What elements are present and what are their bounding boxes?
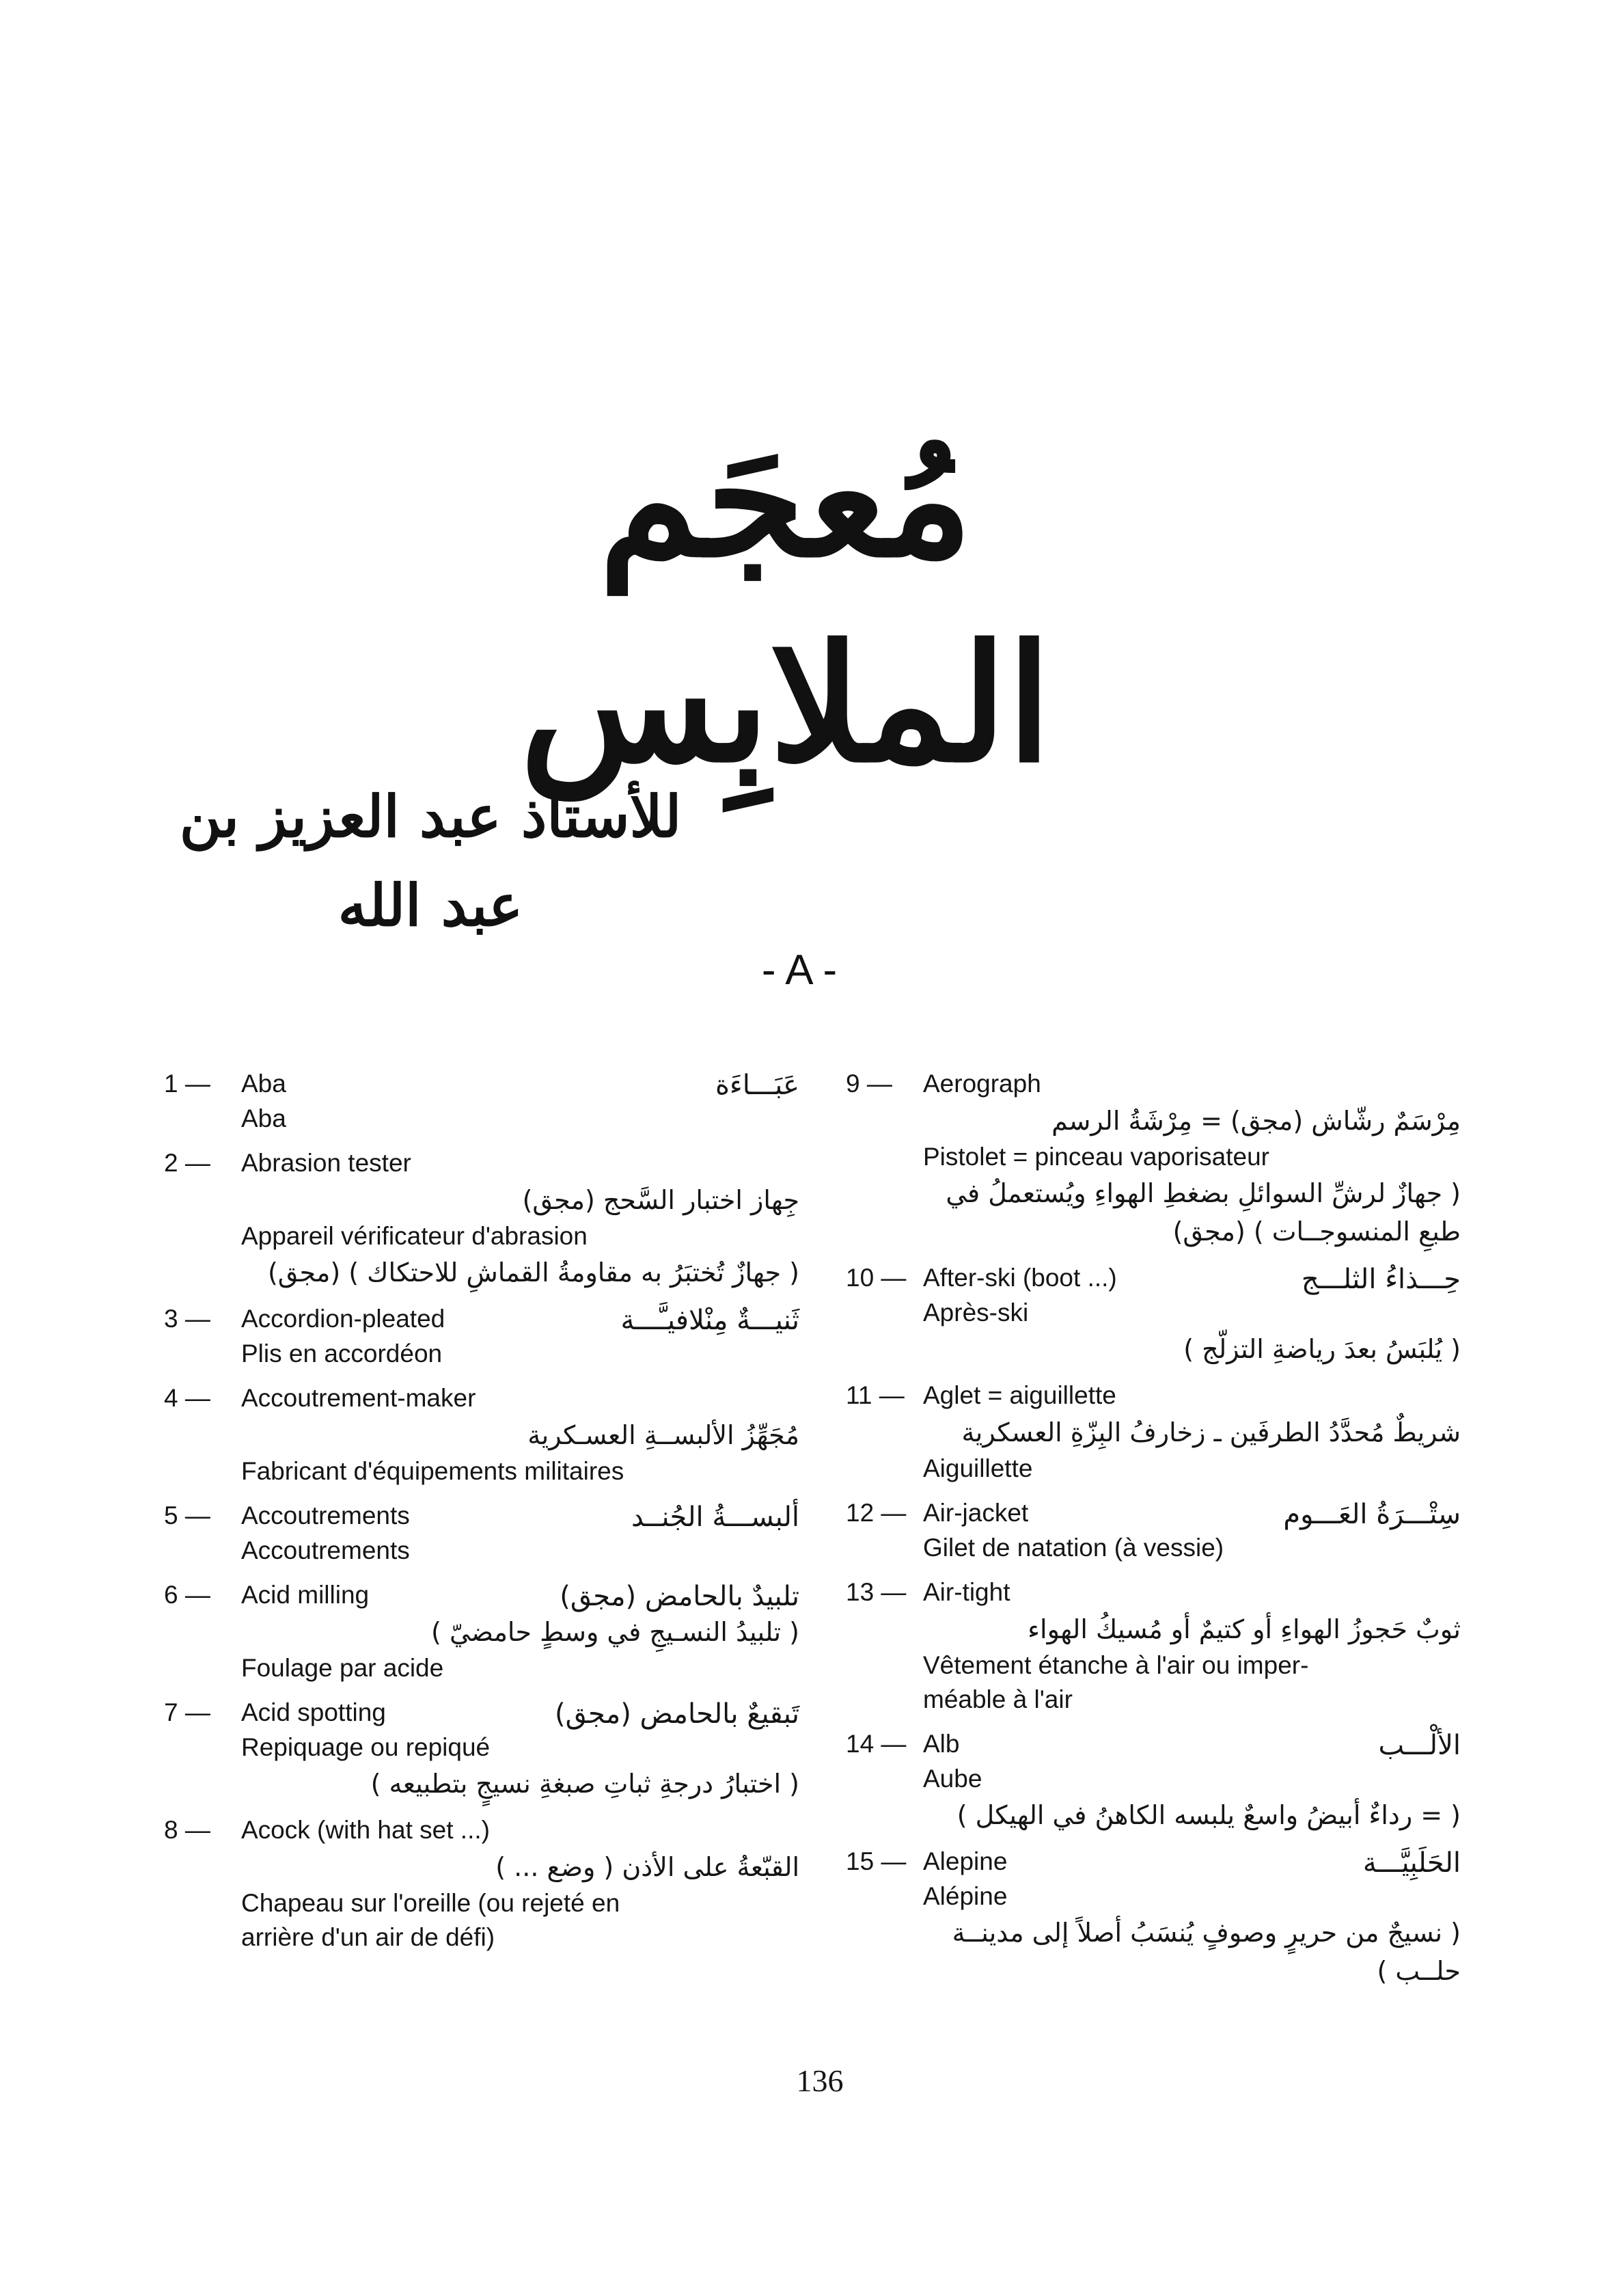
right-column — [846, 1066, 1461, 2000]
entry-definition: ( تلبيدُ النسـيجِ في وسطٍ حامضيّ ) — [431, 1617, 799, 1647]
entry-definition: ( نسيجٌ من حريرٍ وصوفٍ يُنسَبُ أصلاً إلى مدينــة — [952, 1918, 1461, 1948]
entry-term: Alb — [923, 1730, 960, 1758]
entry-french: Accoutrements — [241, 1536, 410, 1564]
entry-definition: ( يُلبَسُ بعدَ رياضةِ التزلّج ) — [1183, 1334, 1461, 1364]
entry-number: 12 — — [846, 1499, 907, 1527]
entry-7 — [164, 1695, 799, 1803]
author-line: للأستاذ عبد العزيز بن عبد الله — [179, 783, 682, 939]
entry-french: Alépine — [923, 1882, 1008, 1910]
entry-arabic: ألبســـةُ الجُنــد — [631, 1501, 799, 1533]
entry-term: Accoutrement-maker — [241, 1384, 476, 1412]
entry-arabic: حِـــذاءُ الثلـــج — [1301, 1264, 1461, 1295]
entry-term: Abrasion tester — [241, 1149, 411, 1177]
entry-number: 2 — — [164, 1149, 210, 1177]
entry-arabic: جِهاز اختبار السَّحج (مجق) — [522, 1185, 799, 1215]
entry-10 — [846, 1260, 1461, 1368]
entry-14 — [846, 1726, 1461, 1834]
entry-definition: طبعِ المنسوجــات ) (مجق) — [1172, 1216, 1461, 1247]
entry-arabic: مُجَهِّزُ الألبســةِ العسـكرية — [527, 1420, 799, 1450]
entry-11 — [846, 1378, 1461, 1486]
section-letter: - A - — [761, 947, 838, 994]
entry-number: 13 — — [846, 1578, 907, 1606]
entry-term: Aglet = aiguillette — [923, 1381, 1116, 1409]
entry-term: Aerograph — [923, 1070, 1041, 1098]
entry-french: Repiquage ou repiqué — [241, 1733, 491, 1761]
entry-term: Accoutrements — [241, 1501, 410, 1530]
entry-number: 5 — — [164, 1501, 210, 1530]
entry-term: Acid spotting — [241, 1698, 386, 1726]
entry-9 — [846, 1066, 1461, 1251]
entry-number: 11 — — [846, 1381, 905, 1409]
entry-6 — [164, 1577, 799, 1685]
entry-arabic: تلبيدٌ بالحامض (مجق) — [560, 1581, 799, 1612]
entry-number: 15 — — [846, 1847, 907, 1875]
entry-french: Appareil vérificateur d'abrasion — [241, 1222, 588, 1250]
entry-8 — [164, 1812, 799, 1955]
entry-13 — [846, 1575, 1461, 1717]
entry-2 — [164, 1145, 799, 1292]
entry-term: Accordion-pleated — [241, 1305, 445, 1333]
entry-5 — [164, 1498, 799, 1568]
page-title: مُعجَم الملابِس — [520, 405, 1051, 798]
entry-term: Alepine — [923, 1847, 1008, 1875]
entry-number: 4 — — [164, 1384, 210, 1412]
entry-french: Pistolet = pinceau vaporisateur — [923, 1143, 1269, 1171]
entry-french: Foulage par acide — [241, 1654, 444, 1682]
entry-arabic: مِرْسَمٌ رشّاش (مجق) = مِرْشَةُ الرسم — [1051, 1106, 1461, 1136]
entry-number: 10 — — [846, 1264, 907, 1292]
entry-arabic: الألْـــب — [1378, 1730, 1461, 1761]
left-column — [164, 1066, 799, 1964]
entry-1 — [164, 1066, 799, 1136]
entry-term: Air-tight — [923, 1578, 1010, 1606]
entry-term: After-ski (boot ...) — [923, 1264, 1117, 1292]
entry-french: méable à l'air — [923, 1685, 1073, 1713]
entry-french: Aube — [923, 1765, 982, 1793]
entry-definition: حلــب ) — [1377, 1956, 1461, 1986]
entry-number: 6 — — [164, 1581, 210, 1609]
entry-definition: ( جهازٌ تُختبَرُ به مقاومةُ القماشِ للاحتكاك ) (مجق) — [267, 1257, 799, 1288]
entry-number: 9 — — [846, 1070, 892, 1098]
entry-number: 3 — — [164, 1305, 210, 1333]
entry-term: Acock (with hat set ...) — [241, 1816, 490, 1844]
entry-arabic: الحَلَبِيَّـــة — [1362, 1847, 1461, 1879]
entry-3 — [164, 1301, 799, 1371]
entry-french: Chapeau sur l'oreille (ou rejeté en — [241, 1889, 620, 1917]
entry-definition: ( = رداءٌ أبيضُ واسعٌ يلبسه الكاهنُ في الهيكل ) — [956, 1800, 1461, 1830]
entry-french: Fabricant d'équipements militaires — [241, 1457, 624, 1485]
entry-french: arrière d'un air de défi) — [241, 1923, 495, 1951]
entry-term: Air-jacket — [923, 1499, 1029, 1527]
entry-french: Aiguillette — [923, 1454, 1033, 1482]
entry-arabic: ثَنيـــةٌ مِنْلافيـَّـــة — [620, 1305, 799, 1336]
entry-arabic: شريطٌ مُحدَّدُ الطرفَين ـ زخارفُ البِزّةِ العسكرية — [961, 1417, 1461, 1447]
entry-arabic: سِتْـــرَةُ العَـــوم — [1283, 1499, 1461, 1530]
entry-4 — [164, 1381, 799, 1488]
entry-term: Aba — [241, 1070, 286, 1098]
entry-number: 14 — — [846, 1730, 907, 1758]
entry-arabic: ثوبٌ حَجوزُ الهواءِ أو كتيمٌ أو مُسيكُ الهواء — [1028, 1614, 1461, 1644]
entry-french: Gilet de natation (à vessie) — [923, 1534, 1224, 1562]
page-number: 136 — [796, 2063, 844, 2098]
entry-number: 7 — — [164, 1698, 210, 1726]
entry-12 — [846, 1495, 1461, 1565]
entry-arabic: القبّعةُ على الأذن ( وضع ... ) — [495, 1852, 799, 1882]
entry-french: Aba — [241, 1104, 286, 1132]
entry-number: 1 — — [164, 1070, 210, 1098]
entry-15 — [846, 1844, 1461, 1990]
entry-arabic: تَبقيعٌ بالحامض (مجق) — [555, 1698, 799, 1730]
entry-definition: ( اختبارُ درجةِ ثباتِ صبغةِ نسيجٍ بتطبيعه ) — [370, 1769, 799, 1799]
entry-number: 8 — — [164, 1816, 210, 1844]
entry-french: Plis en accordéon — [241, 1340, 443, 1368]
entry-term: Acid milling — [241, 1581, 370, 1609]
entry-french: Après-ski — [923, 1299, 1029, 1327]
entry-definition: ( جهازٌ لرشِّ السوائلِ بضغطِ الهواءِ ويُستعملُ في — [946, 1178, 1461, 1208]
entry-french: Vêtement étanche à l'air ou imper- — [923, 1651, 1309, 1679]
entry-arabic: عَبَـــاءَة — [715, 1070, 799, 1101]
